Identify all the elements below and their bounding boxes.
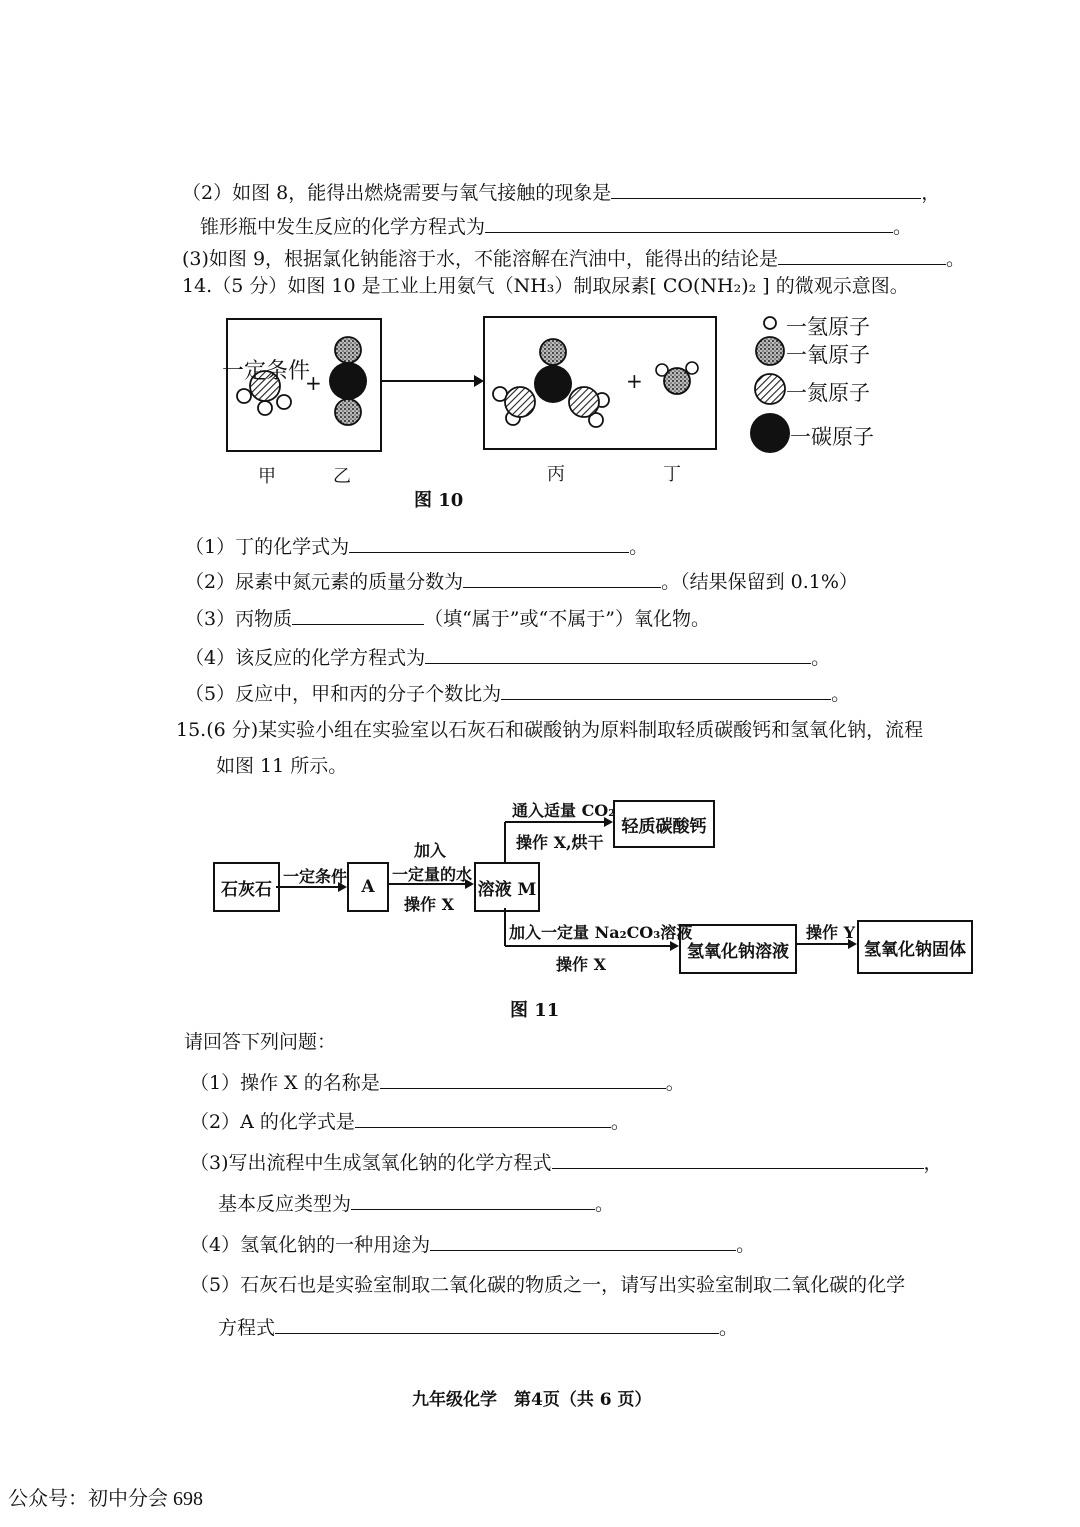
q13-line2-text: 锥形瓶中发生反应的化学方程式为 [200, 216, 486, 238]
answer-blank[interactable] [349, 534, 629, 553]
label-bing: 丙 [547, 464, 565, 485]
q15-header-line2: 如图 11 所示。 [216, 755, 348, 777]
q15-sub4-text: （4）氢氧化钠的一种用途为 [190, 1234, 431, 1256]
q15-sub5b-end: 。 [719, 1317, 739, 1339]
q15-sub3 [190, 1150, 943, 1175]
q15-sub4-end: 。 [736, 1234, 756, 1256]
q15-sub4 [190, 1232, 755, 1257]
urea-molecule [493, 339, 609, 427]
flow-label-add: 加入 [414, 841, 447, 860]
box-A: A [347, 862, 389, 912]
plus-sign-2: + [626, 369, 643, 393]
answer-blank[interactable] [380, 1070, 666, 1089]
q15-sub5: （5）石灰石也是实验室制取二氧化碳的物质之一，请写出实验室制取二氧化碳的化学 [190, 1274, 906, 1296]
q15-sub1-text: （1）操作 X 的名称是 [190, 1072, 380, 1094]
q15-sub1 [190, 1070, 685, 1095]
answer-blank[interactable] [425, 645, 811, 664]
q15-sub3b-end: 。 [595, 1193, 615, 1215]
flow-label-water: 一定量的水 [392, 865, 473, 884]
flow-label-co2: 通入适量 CO₂ [512, 801, 616, 820]
q15-sub3b [218, 1191, 614, 1216]
q14-sub3-end: （填“属于”或“不属于”）氧化物。 [424, 608, 710, 630]
q14-sub5-end: 。 [831, 683, 851, 705]
figure-11-caption: 图 11 [510, 1000, 560, 1021]
q15-sub3-text: （3)写出流程中生成氢氧化钠的化学方程式 [190, 1152, 552, 1174]
answer-blank[interactable] [351, 1191, 595, 1210]
q14-sub1-end: 。 [629, 536, 649, 558]
q14-sub3 [185, 606, 710, 631]
q14-sub3-text: （3）丙物质 [185, 608, 293, 630]
legend-hydrogen-icon [764, 317, 776, 329]
label-ding: 丁 [663, 464, 681, 485]
legend-oxygen-icon [756, 337, 784, 365]
label-jia: 甲 [258, 466, 276, 487]
h2o-molecule [656, 362, 698, 394]
q13-line3-end: 。 [946, 248, 966, 270]
flow-label-opY: 操作 Y [806, 923, 855, 942]
box-naoh-solution: 氢氧化钠溶液 [679, 924, 797, 974]
q15-prompt: 请回答下列问题： [184, 1031, 337, 1053]
legend-nitrogen-icon [755, 374, 785, 404]
flow-label-opX-dry: 操作 X,烘干 [516, 833, 604, 852]
q14-header: 14.（5 分）如图 10 是工业上用氨气（NH₃）制取尿素[ CO(NH₂)₂ ] 的微观示意图。 [182, 275, 909, 297]
q13-line1-end: ， [921, 182, 941, 204]
q14-sub1-text: （1）丁的化学式为 [185, 536, 350, 558]
answer-blank[interactable] [552, 1150, 924, 1169]
legend-hydrogen: 一氢原子 [786, 315, 870, 339]
q14-sub1 [185, 534, 648, 559]
label-yi: 乙 [333, 466, 351, 487]
flow-label-na2co3: 加入一定量 Na₂CO₃溶液 [509, 923, 693, 942]
q15-sub3b-text: 基本反应类型为 [218, 1193, 352, 1215]
plus-sign-1: + [305, 371, 322, 395]
legend-nitrogen: 一氮原子 [786, 381, 870, 405]
legend-carbon-icon [750, 413, 790, 453]
q14-sub2-text: （2）尿素中氮元素的质量分数为 [185, 571, 464, 593]
q14-sub4 [185, 645, 830, 670]
q13-line1-text: （2）如图 8，能得出燃烧需要与氧气接触的现象是 [182, 182, 612, 204]
reaction-arrow [380, 375, 484, 387]
q15-sub5b [218, 1315, 738, 1340]
q14-sub5 [185, 681, 850, 706]
flow-label-opX1: 操作 X [404, 895, 454, 914]
q14-sub4-text: （4）该反应的化学方程式为 [185, 647, 426, 669]
answer-blank[interactable] [430, 1232, 736, 1251]
figure-10-caption: 图 10 [414, 490, 464, 511]
q13-line3-text: (3)如图 9，根据氯化钠能溶于水，不能溶解在汽油中，能得出的结论是 [182, 248, 779, 270]
page-footer: 九年级化学 第4页（共 6 页） [412, 1390, 652, 1410]
co2-molecule [329, 337, 367, 425]
answer-blank[interactable] [355, 1109, 611, 1128]
q15-sub3-end: ， [923, 1152, 943, 1174]
q15-sub2-end: 。 [610, 1111, 630, 1133]
box-light-caco3: 轻质碳酸钙 [613, 800, 715, 848]
q15-sub5b-text: 方程式 [218, 1317, 276, 1339]
q14-sub2-end: 。（结果保留到 0.1%） [661, 571, 858, 593]
legend-carbon: 一碳原子 [790, 425, 874, 449]
answer-blank[interactable] [292, 606, 424, 625]
answer-blank[interactable] [275, 1315, 719, 1334]
q14-sub2 [185, 569, 858, 594]
legend-oxygen: 一氧原子 [786, 343, 870, 367]
answer-blank[interactable] [501, 681, 831, 700]
box-naoh-solid: 氢氧化钠固体 [857, 920, 973, 974]
answer-blank[interactable] [463, 569, 661, 588]
q15-header-line1: 15.(6 分)某实验小组在实验室以石灰石和碳酸钠为原料制取轻质碳酸钙和氢氧化钠，流程 [176, 719, 924, 741]
arrow-condition-label: 一定条件 [222, 359, 311, 384]
q13-line2-end: 。 [893, 216, 913, 238]
q14-sub5-text: （5）反应中，甲和丙的分子个数比为 [185, 683, 502, 705]
q15-sub2-text: （2）A 的化学式是 [190, 1111, 355, 1133]
box-solution-M: 溶液 M [474, 862, 540, 912]
watermark: 公众号：初中分会 698 [8, 1488, 203, 1510]
box-limestone: 石灰石 [213, 862, 280, 912]
flow-label-opX2: 操作 X [556, 955, 606, 974]
q14-sub4-end: 。 [811, 647, 831, 669]
q15-sub2 [190, 1109, 630, 1134]
flow-label-condition: 一定条件 [283, 867, 348, 886]
q15-sub1-end: 。 [665, 1072, 685, 1094]
